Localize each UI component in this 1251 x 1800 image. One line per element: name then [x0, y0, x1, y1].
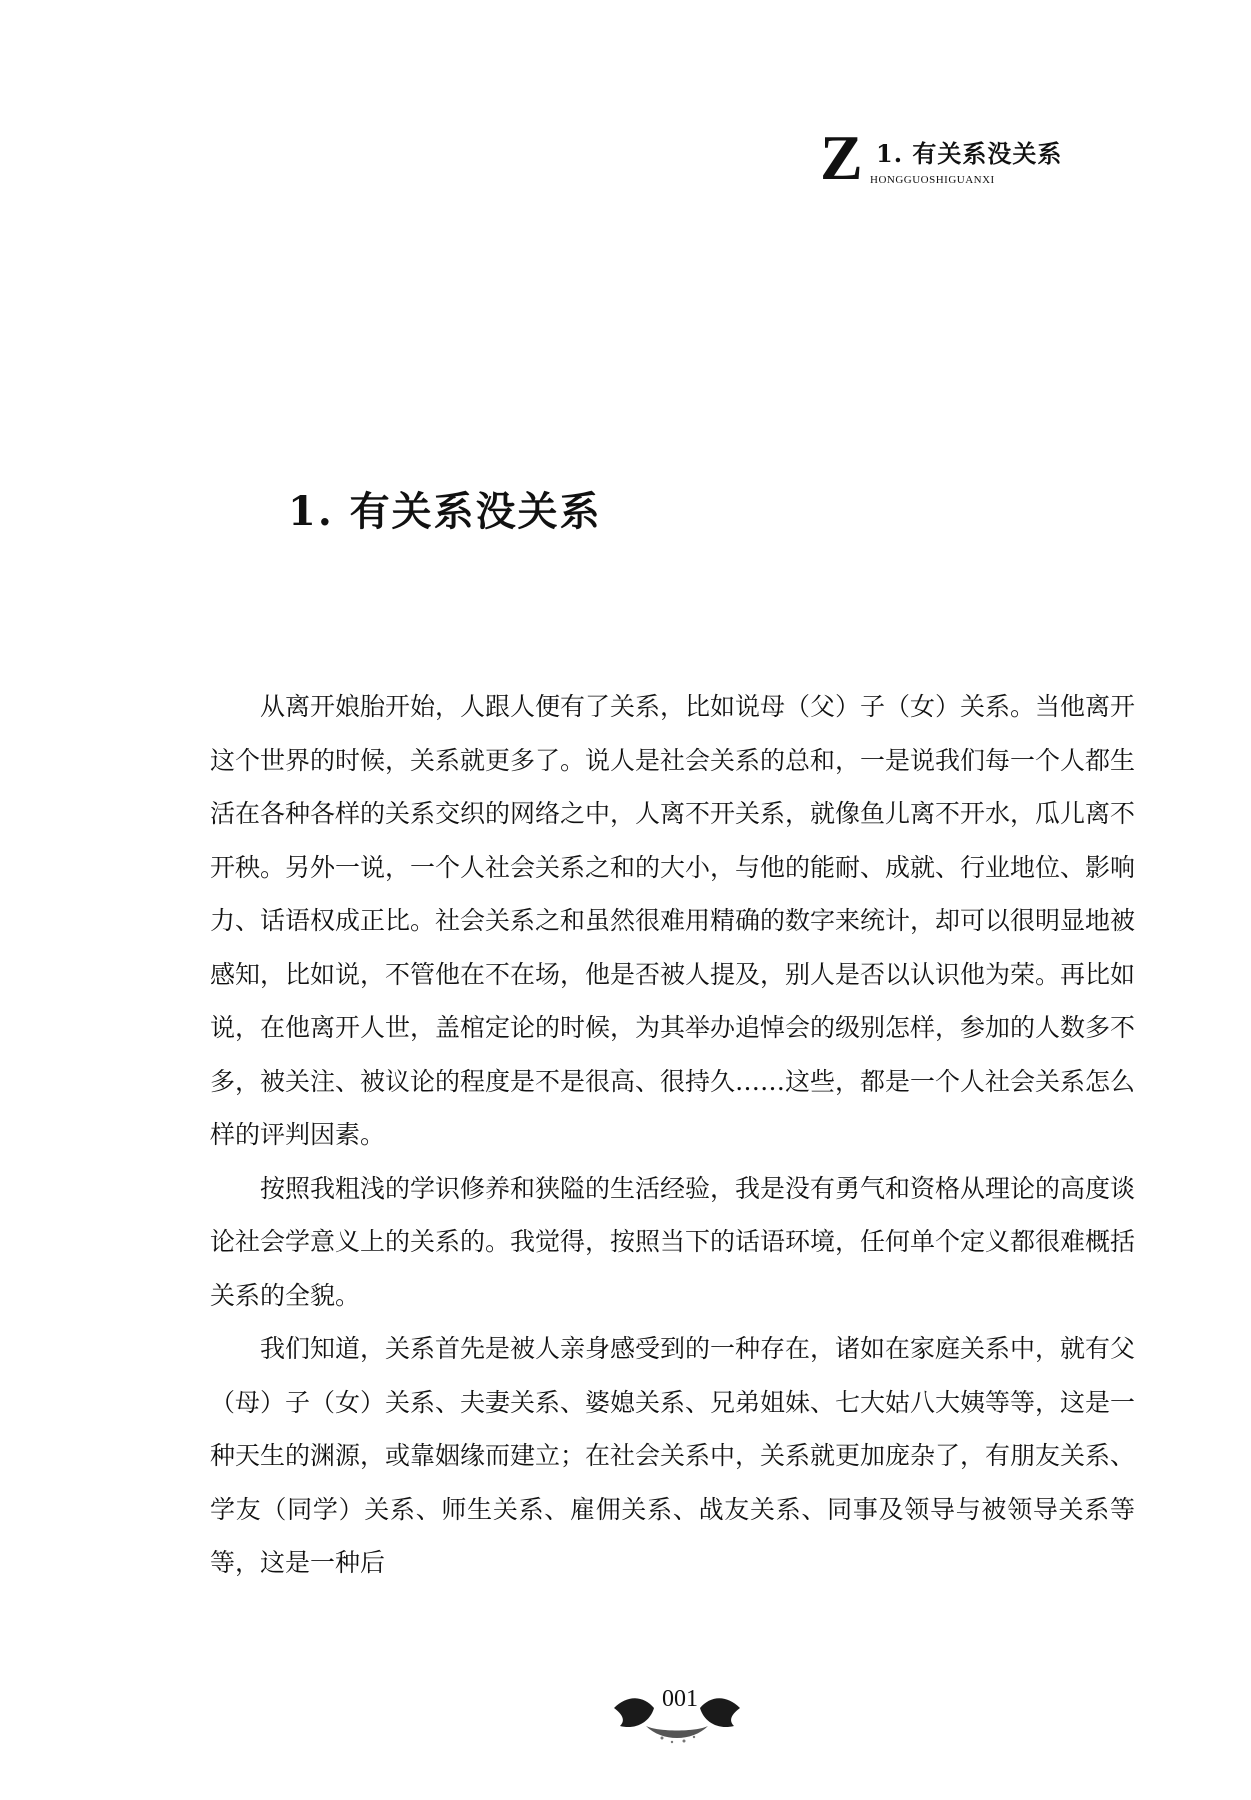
chapter-title: 1. 有关系没关系 [288, 488, 602, 535]
page-number: 001 [662, 1686, 698, 1712]
header-chapter-title: 1. 有关系没关系 [876, 139, 1063, 168]
paragraph: 按照我粗浅的学识修养和狭隘的生活经验，我是没有勇气和资格从理论的高度谈论社会学意义上的关系的。我觉得，按照当下的话语环境，任何单个定义都很难概括关系的全貌。 [210, 1173, 1136, 1310]
paragraph: 我们知道，关系首先是被人亲身感受到的一种存在，诸如在家庭关系中，就有父（母）子（女）关系、夫妻关系、婆媳关系、兄弟姐妹、七大姑八大姨等等，这是一种天生的渊源，或靠姻缘而建立；在社会关系中，关系就更加庞杂了，有朋友关系、学友（同学）关系、师生关系、雇佣关系、战友关系、同事及领导与被领导关系等等，这是一种后 [210, 1334, 1136, 1577]
paragraph: 从离开娘胎开始，人跟人便有了关系，比如说母（父）子（女）关系。当他离开这个世界的时候，关系就更多了。说人是社会关系的总和，一是说我们每一个人都生活在各种各样的关系交织的网络之中，人离不开关系，就像鱼儿离不开水，瓜儿离不开秧。另外一说，一个人社会关系之和的大小，与他的能耐、成就、行业地位、影响力、话语权成正比。社会关系之和虽然很难用精确的数字来统计，却可以很明显地被感知，比如说，不管他在不在场，他是否被人提及，别人是否以认识他为荣。再比如说，在他离开人世，盖棺定论的时候，为其举办追悼会的级别怎样，参加的人数多不多，被关注、被议论的程度是不是很高、很持久……这些，都是一个人社会关系怎么样的评判因素。 [210, 692, 1136, 1149]
running-header [820, 122, 1140, 193]
header-initial-letter: Z [820, 122, 863, 193]
body-text [210, 680, 1135, 1590]
page-footer [612, 1680, 742, 1750]
header-pinyin: HONGGUOSHIGUANXI [870, 174, 995, 186]
